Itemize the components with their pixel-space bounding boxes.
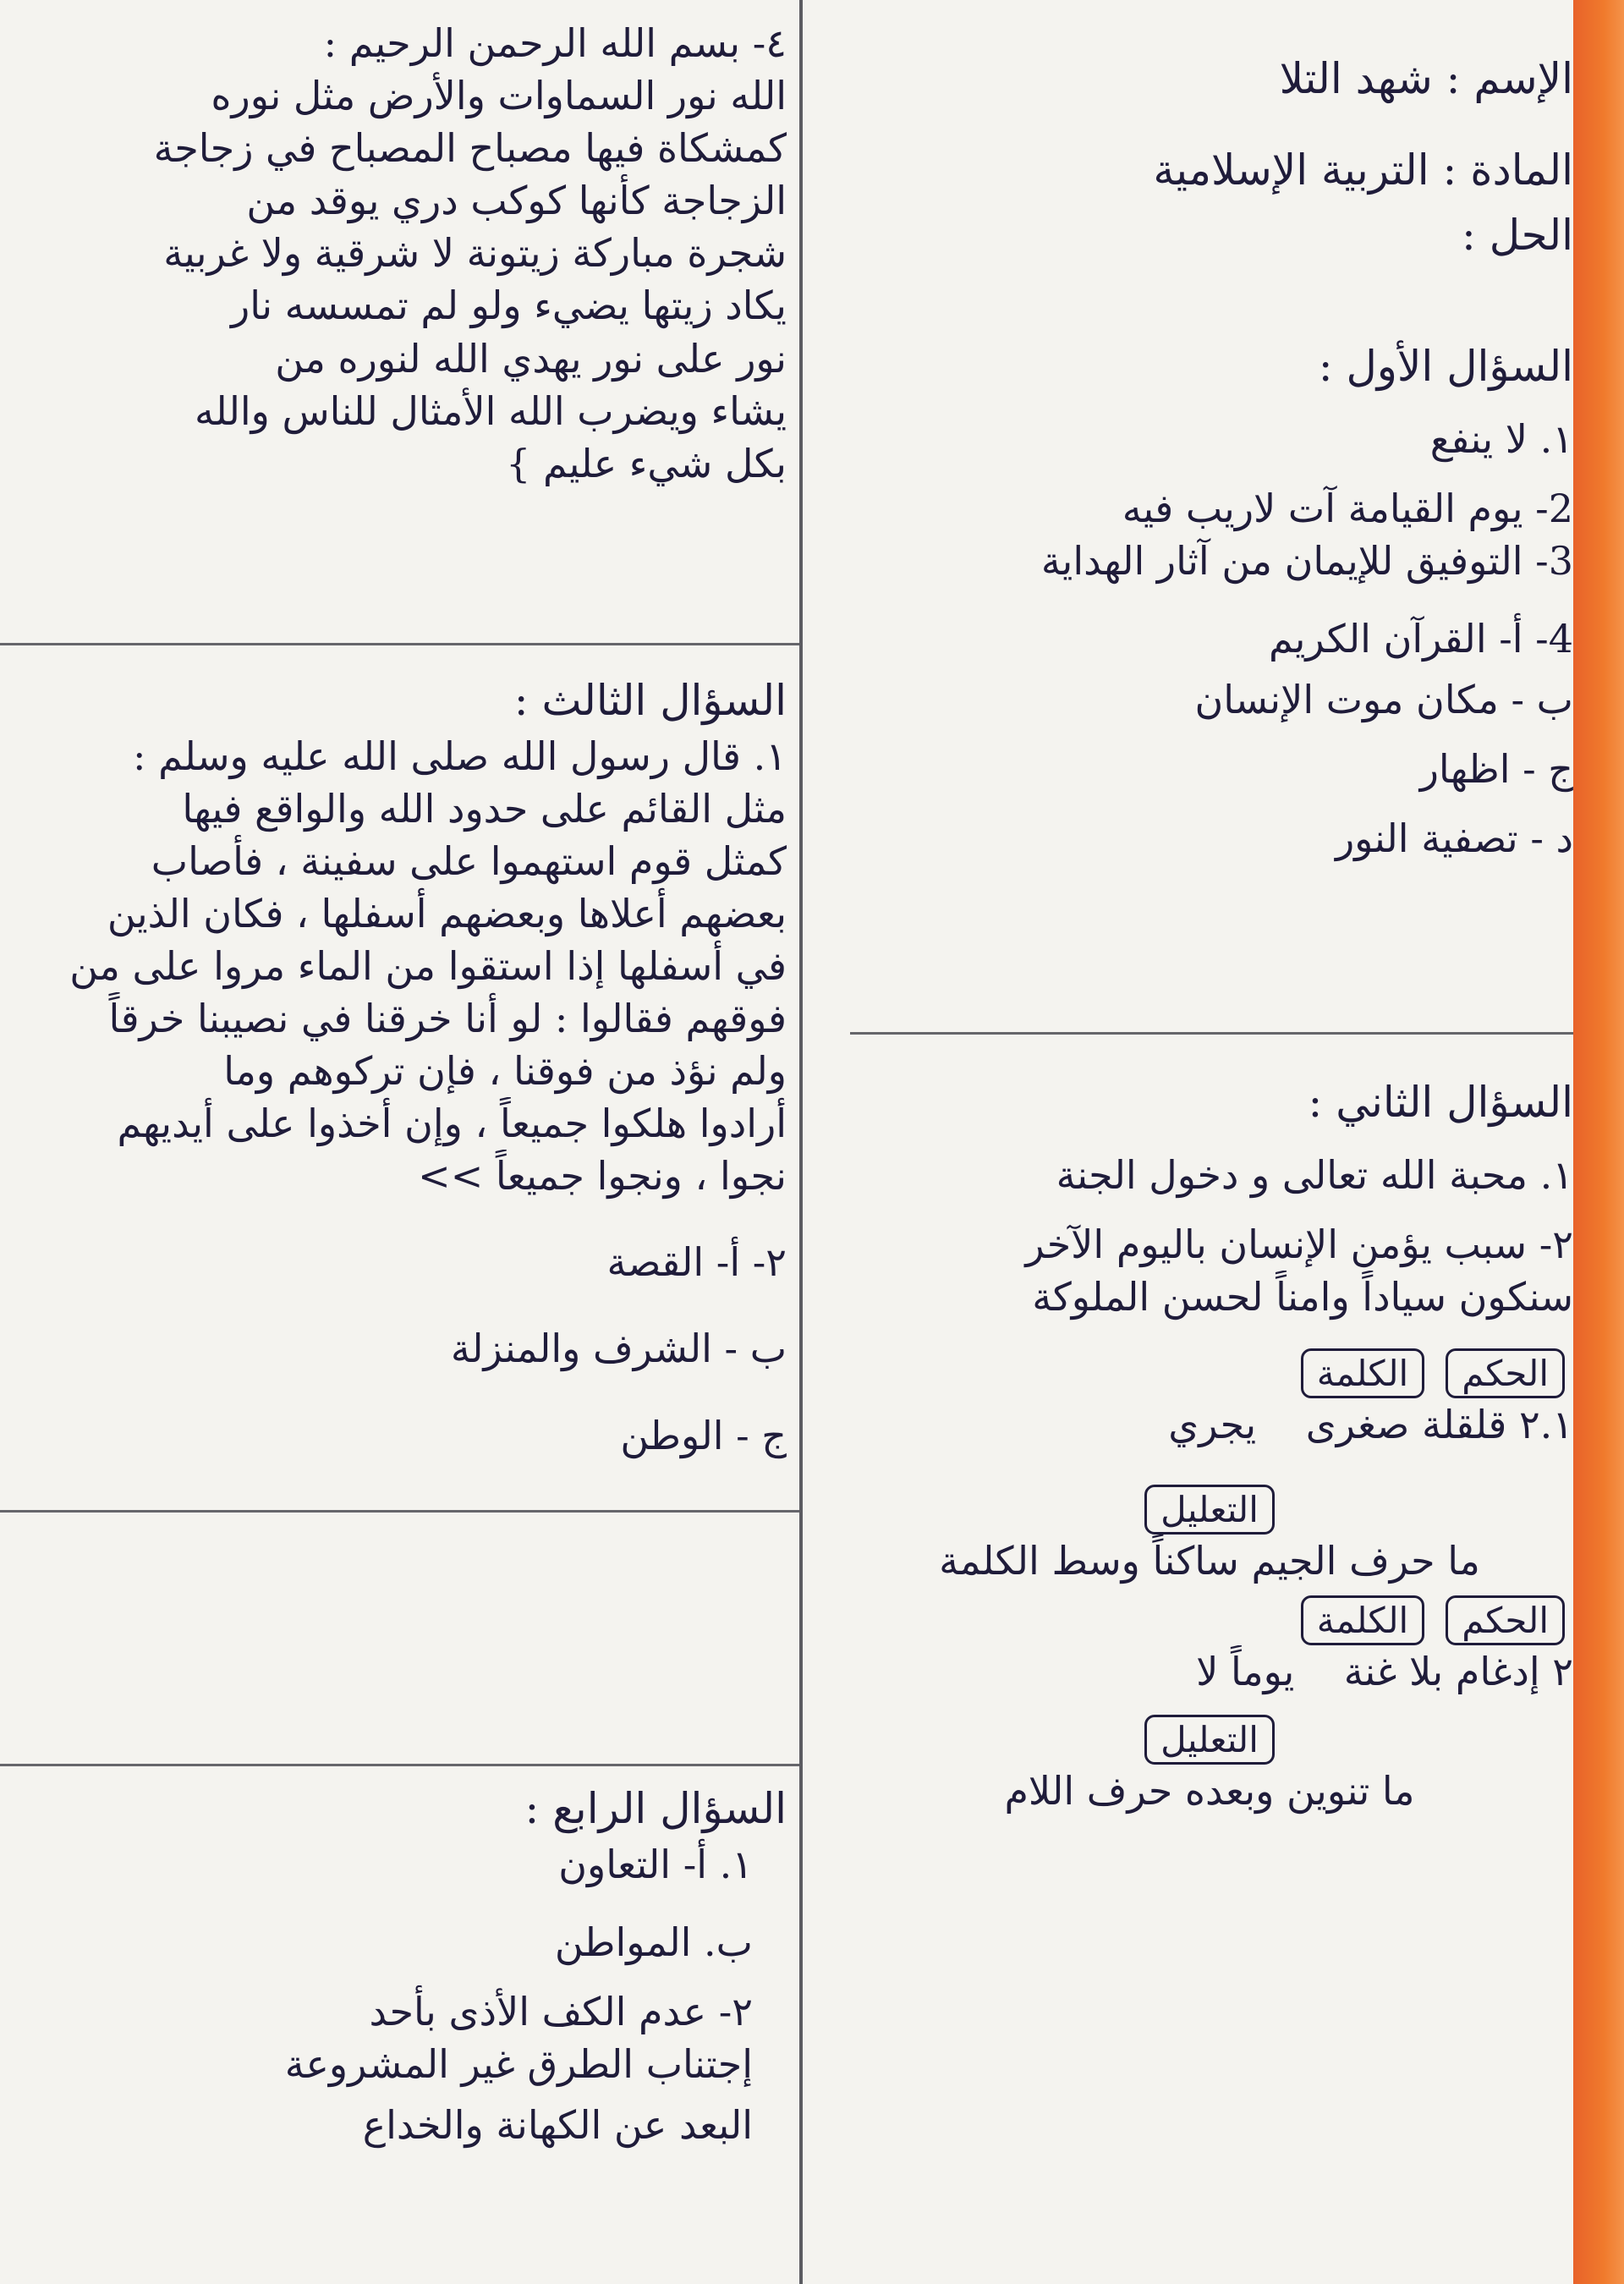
q1-answer-2: 2- يوم القيامة آت لاريب فيه (1122, 485, 1573, 531)
student-name: الإسم : شهد التلا (1279, 54, 1573, 103)
hadith-line-8: أرادوا هلكوا جميعاً ، وإن أخذوا على أيديهم (117, 1101, 787, 1147)
hadith-line-2: مثل القائم على حدود الله والواقع فيها (182, 785, 787, 832)
verse-line-9: بكل شيء عليم } (506, 440, 787, 486)
hadith-line-7: ولم نؤذ من فوقنا ، فإن تركوهم وما (223, 1048, 787, 1095)
q3-title: السؤال الثالث : (513, 676, 787, 725)
tajweed-2-reason-label: التعليل (1144, 1715, 1275, 1765)
tajweed-2-rule-header: الحكم (1446, 1595, 1565, 1645)
divider-right-1 (850, 1032, 1577, 1035)
q3-answer-2b: ب - الشرف والمنزلة (450, 1326, 787, 1372)
q3-answer-2c: ج - الوطن (620, 1412, 787, 1458)
hadith-line-3: كمثل قوم استهموا على سفينة ، فأصاب (151, 837, 787, 884)
q1-title: السؤال الأول : (1318, 342, 1573, 391)
subject-name: المادة : التربية الإسلامية (1153, 145, 1573, 195)
hadith-line-4: بعضهم أعلاها وبعضهم أسفلها ، فكان الذين (107, 890, 787, 936)
q1-answer-4b: ب - مكان موت الإنسان (1194, 676, 1573, 722)
q4-answer-1a: ١. أ- التعاون (558, 1841, 753, 1887)
divider-left-2 (0, 1510, 799, 1513)
verse-line-2: الله نور السماوات والأرض مثل نوره (211, 73, 787, 119)
tajweed-1-rule-header: الحكم (1446, 1348, 1565, 1398)
tajweed-2-reason-header (846, 1715, 1573, 1765)
verse-line-7: نور على نور يهدي الله لنوره من (275, 335, 787, 382)
q1-answer-1: ١. لا ينفع (1429, 415, 1573, 462)
tajweed-2-reason: ما تنوين وبعده حرف اللام (1004, 1768, 1415, 1815)
tajweed-1-word-header: الكلمة (1301, 1348, 1424, 1398)
q2-answer-2: ٢- سبب يؤمن الإنسان باليوم الآخر (1025, 1221, 1573, 1267)
question-4 (8, 1781, 787, 2151)
verse-line-4: الزجاجة كأنها كوكب دري يوقد من (246, 178, 787, 224)
q2-answer-2-cont: سنكون سياداً وامناً لحسن الملوكة (1032, 1273, 1573, 1320)
solution-label: الحل : (1461, 211, 1573, 260)
q1-answer-3: 3- التوفيق للإيمان من آثار الهداية (1040, 537, 1573, 584)
tajweed-1-reason-header (846, 1485, 1573, 1535)
q2-answer-1: ١. محبة الله تعالى و دخول الجنة (1056, 1151, 1573, 1198)
tajweed-1-rule: ٢.١ قلقلة صغرى (1305, 1401, 1573, 1447)
q1-answer-4c: ج - اظهار (1419, 745, 1573, 792)
q1-answer-4a: 4- أ- القرآن الكريم (1268, 615, 1573, 662)
tajweed-2-word-header: الكلمة (1301, 1595, 1424, 1645)
tajweed-1-headers (846, 1348, 1573, 1398)
verse-line-1: ٤- بسم الله الرحمن الرحيم : (323, 20, 787, 66)
tajweed-1-word: يجري (1168, 1401, 1257, 1447)
column-divider (799, 0, 803, 2284)
question-2 (846, 1074, 1573, 1817)
hadith-line-6: فوقهم فقالوا : لو أنا خرقنا في نصيبنا خرقاً (108, 995, 787, 1041)
q1-answer-4d: د - تصفية النور (1335, 815, 1573, 862)
verse-line-8: يشاء ويضرب الله الأمثال للناس والله (194, 387, 787, 434)
divider-left-3 (0, 1764, 799, 1766)
q4-answer-2b: إجتناب الطرق غير المشروعة (284, 2040, 753, 2087)
q2-title: السؤال الثاني : (1308, 1078, 1573, 1127)
tajweed-2-word: يوماً لا (1196, 1648, 1295, 1694)
hadith-line-5: في أسفلها إذا استقوا من الماء مروا على من (69, 942, 787, 989)
q4-answer-1b: ب. المواطن (554, 1919, 753, 1965)
verse-block (8, 17, 787, 490)
hadith-line-1: ١. قال رسول الله صلى الله عليه وسلم : (132, 733, 787, 779)
question-1 (846, 338, 1573, 865)
tajweed-2-headers (846, 1595, 1573, 1645)
verse-line-6: يكاد زيتها يضيء ولو لم تمسسه نار (230, 283, 787, 329)
q4-answer-2c: البعد عن الكهانة والخداع (362, 2101, 753, 2148)
background-orange-surface (1573, 0, 1624, 2284)
hadith-line-9: نجوا ، ونجوا جميعاً >> (418, 1153, 787, 1200)
q3-answer-2a: ٢- أ- القصة (606, 1239, 787, 1286)
q4-answer-2a: ٢- عدم الكف الأذى بأحد (369, 1988, 753, 2034)
question-3 (8, 673, 787, 1462)
tajweed-1-reason: ما حرف الجيم ساكناً وسط الكلمة (939, 1537, 1480, 1584)
verse-line-5: شجرة مباركة زيتونة لا شرقية ولا غربية (163, 230, 787, 277)
divider-left-1 (0, 643, 799, 645)
tajweed-2-rule: ٢ إدغام بلا غنة (1343, 1648, 1573, 1694)
tajweed-2-answer (846, 1645, 1573, 1698)
tajweed-1-reason-label: التعليل (1144, 1485, 1275, 1535)
header-block (846, 51, 1573, 265)
verse-line-3: كمشكاة فيها مصباح المصباح في زجاجة (153, 125, 787, 172)
q4-title: السؤال الرابع : (524, 1784, 787, 1833)
tajweed-1-answer (846, 1398, 1573, 1451)
